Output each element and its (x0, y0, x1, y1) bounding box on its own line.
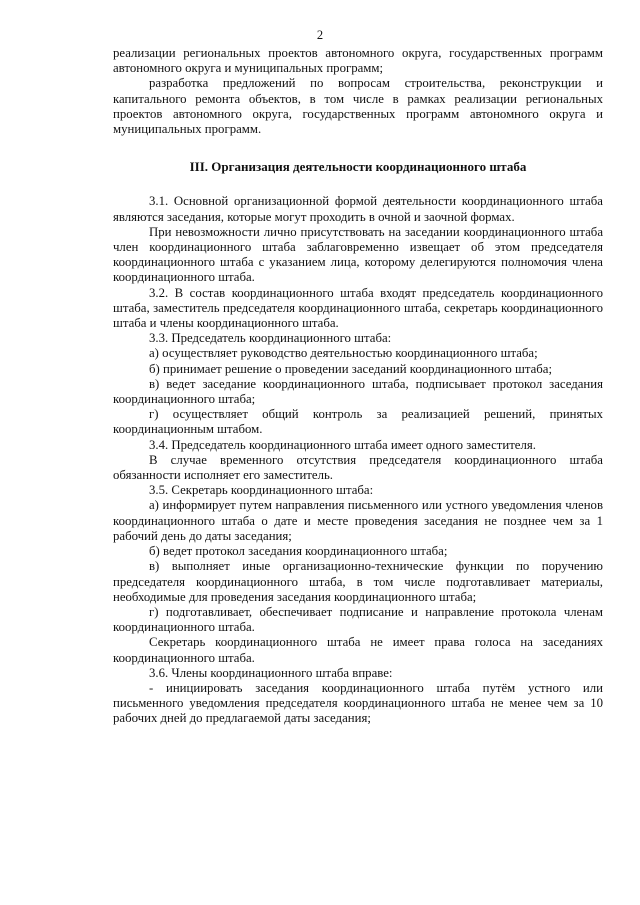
paragraph: При невозможности лично присутствовать на заседании координационного штаба член координационного штаба заблаговременно извещает об этом председателя координационного штаба с указанием лица, которому делегируются полномочия члена координационного штаба. (113, 224, 603, 285)
paragraph: - инициировать заседания координационного штаба путём устного или письменного уведомления председателя координационного штаба не менее чем за 10 рабочих дней до предлагаемой даты заседания; (113, 680, 603, 726)
paragraph: а) информирует путем направления письменного или устного уведомления членов координационного штаба о дате и месте проведения заседания не позднее чем за 1 рабочий день до даты заседания; (113, 498, 603, 543)
paragraph: а) осуществляет руководство деятельностью координационного штаба; (149, 346, 538, 361)
paragraph: г) подготавливает, обеспечивает подписание и направление протокола членам координационного штаба. (113, 604, 603, 635)
page-number: 2 (316, 28, 324, 42)
paragraph: в) ведет заседание координационного штаба, подписывает протокол заседания координационного штаба; (113, 376, 603, 407)
intro-paragraph: реализации региональных проектов автономного округа, государственных программ автономного округа и муниципальных программ; (113, 46, 603, 76)
paragraph: 3.2. В состав координационного штаба входят председатель координационного штаба, заместитель председателя координационного штаба, секретарь координационного штаба и члены координационного штаба. (113, 285, 603, 331)
paragraph: в) выполняет иные организационно-технические функции по поручению председателя координационного штаба, в том числе подготавливает материалы, необходимые для проведения заседания координационного штаба; (113, 559, 603, 604)
paragraph: 3.3. Председатель координационного штаба: (149, 331, 392, 346)
paragraph: 3.6. Члены координационного штаба вправе: (149, 665, 393, 680)
paragraph: 3.5. Секретарь координационного штаба: (149, 483, 374, 498)
section-title: III. Организация деятельности координационного штаба (189, 159, 527, 175)
paragraph: б) принимает решение о проведении заседаний координационного штаба; (149, 361, 553, 376)
paragraph: г) осуществляет общий контроль за реализацией решений, принятых координационным штабом. (113, 407, 603, 437)
paragraph: В случае временного отсутствия председателя координационного штаба обязанности исполняет его заместитель. (113, 452, 603, 483)
intro-paragraph: разработка предложений по вопросам строительства, реконструкции и капитального ремонта объектов, в том числе в рамках реализации региональных проектов автономного округа, государственных программ автономного округа и муниципальных программ. (113, 76, 603, 137)
paragraph: 3.4. Председатель координационного штаба имеет одного заместителя. (149, 437, 536, 452)
document-body (113, 46, 603, 727)
paragraph: б) ведет протокол заседания координационного штаба; (149, 544, 448, 559)
paragraph: Секретарь координационного штаба не имеет права голоса на заседаниях координационного штаба. (113, 635, 603, 665)
paragraph: 3.1. Основной организационной формой деятельности координационного штаба являются заседания, которые могут проходить в очной и заочной формах. (113, 194, 603, 224)
